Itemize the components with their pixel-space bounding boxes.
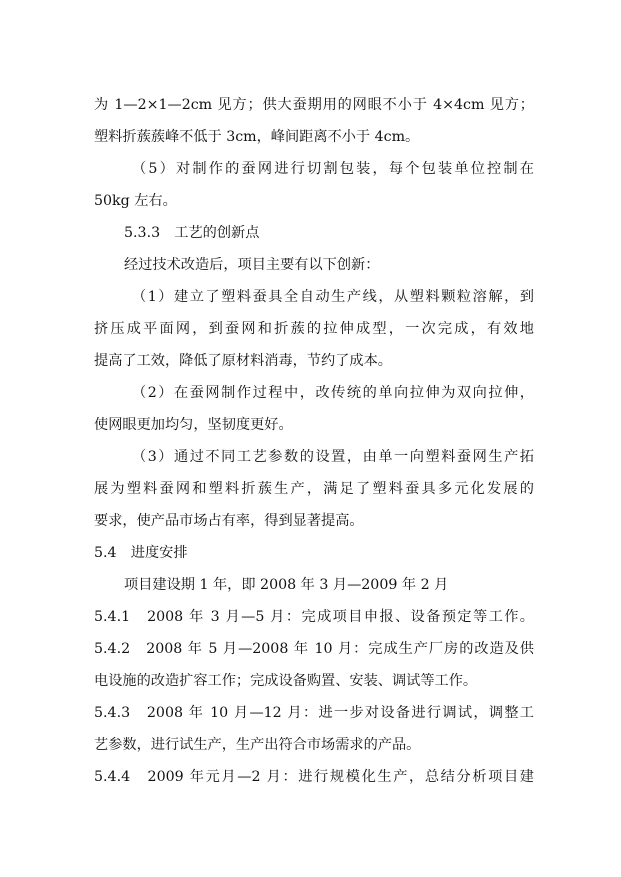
- text-line-3: （5）对制作的蚕网进行切割包装，每个包装单位控制在: [132, 161, 534, 177]
- text-line-6: 经过技术改造后，项目主要有以下创新：: [124, 257, 380, 273]
- schedule-item-5-4-2: 5.4.2 2008 年 5 月—2008 年 10 月：完成生产厂房的改造及供: [94, 641, 534, 657]
- text-line-21: 艺参数，进行试生产，生产出符合市场需求的产品。: [94, 737, 421, 753]
- schedule-item-5-4-4: 5.4.4 2009 年元月—2 月：进行规模化生产，总结分析项目建: [94, 769, 534, 785]
- schedule-item-5-4-3: 5.4.3 2008 年 10 月—12 月：进一步对设备进行调试，调整工: [94, 705, 534, 721]
- text-line-1: 为 1—2×1—2cm 见方；供大蚕期用的网眼不小于 4×4cm 见方；: [94, 97, 534, 113]
- text-line-7: （1）建立了塑料蚕具全自动生产线，从塑料颗粒溶解，到: [132, 289, 534, 305]
- text-line-9: 提高了工效，降低了原材料消毒，节约了成本。: [94, 353, 392, 369]
- schedule-item-5-4-1: 5.4.1 2008 年 3 月—5 月：完成项目申报、设备预定等工作。: [94, 609, 534, 625]
- text-line-14: 要求，使产品市场占有率，得到显著提高。: [94, 513, 364, 529]
- text-line-11: 使网眼更加均匀，坚韧度更好。: [94, 417, 293, 433]
- section-heading-5-3-3: 5.3.3 工艺的创新点: [124, 225, 260, 241]
- text-line-2: 塑料折蔟蔟峰不低于 3cm，峰间距离不小于 4cm。: [94, 129, 420, 145]
- text-line-8: 挤压成平面网，到蚕网和折蔟的拉伸成型，一次完成，有效地: [94, 321, 534, 337]
- text-line-13: 展为塑料蚕网和塑料折蔟生产，满足了塑料蚕具多元化发展的: [94, 481, 534, 497]
- section-heading-5-4: 5.4 进度安排: [94, 545, 188, 561]
- text-line-16: 项目建设期 1 年，即 2008 年 3 月—2009 年 2 月: [124, 577, 449, 593]
- text-line-10: （2）在蚕网制作过程中，改传统的单向拉伸为双向拉伸，: [132, 385, 534, 401]
- text-line-12: （3）通过不同工艺参数的设置，由单一向塑料蚕网生产拓: [132, 449, 534, 465]
- text-line-19: 电设施的改造扩容工作；完成设备购置、安装、调试等工作。: [94, 673, 478, 689]
- text-line-4: 50kg 左右。: [94, 193, 177, 209]
